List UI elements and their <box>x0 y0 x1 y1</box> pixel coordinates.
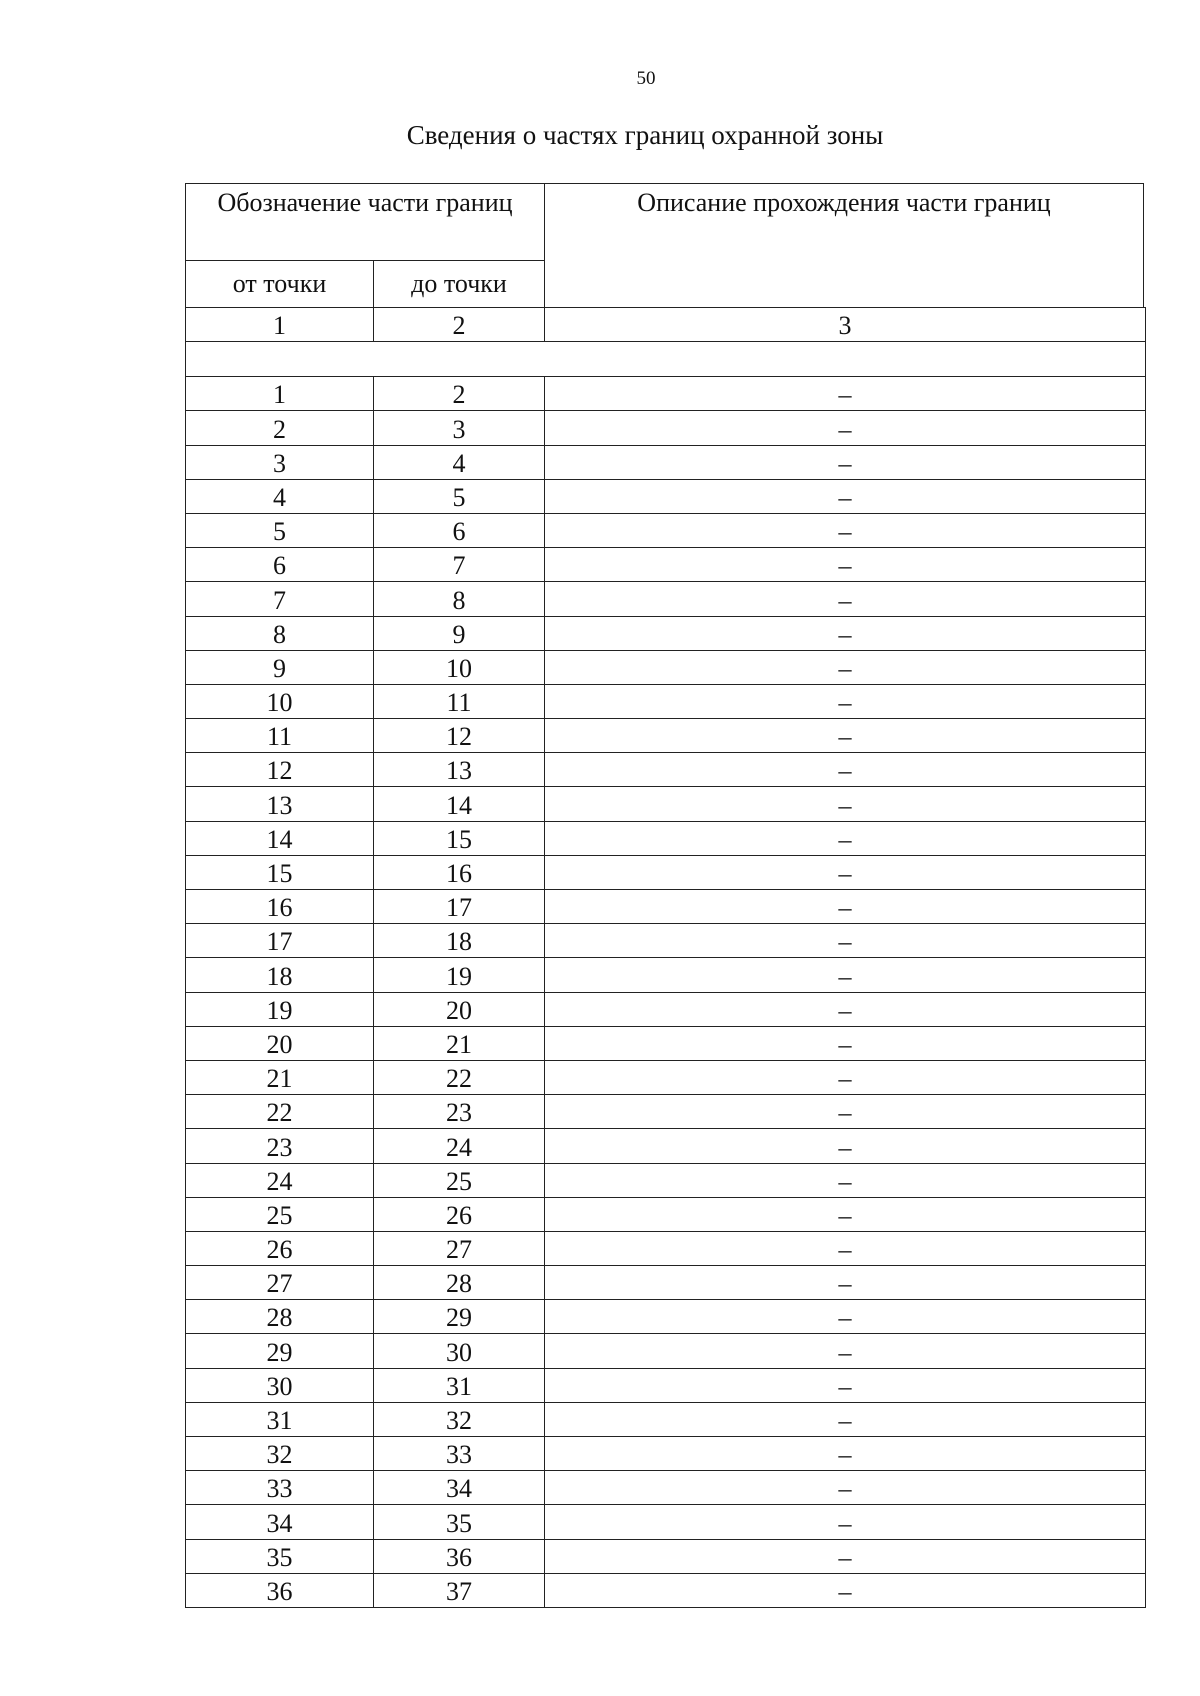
description-cell: – <box>545 1505 1146 1539</box>
from-point-cell: 8 <box>186 616 374 650</box>
description-cell: – <box>545 958 1146 992</box>
to-point-cell: 32 <box>374 1402 545 1436</box>
table-row <box>186 719 1146 753</box>
from-point-cell: 19 <box>186 992 374 1026</box>
from-point-cell: 22 <box>186 1095 374 1129</box>
to-point-cell: 15 <box>374 821 545 855</box>
designation-header: Обозначение части границ <box>186 184 545 261</box>
description-cell: – <box>545 1368 1146 1402</box>
description-cell: – <box>545 821 1146 855</box>
to-point-cell: 5 <box>374 479 545 513</box>
description-cell: – <box>545 924 1146 958</box>
table-row <box>186 1095 1146 1129</box>
description-cell: – <box>545 513 1146 547</box>
table-row <box>186 1437 1146 1471</box>
description-cell: – <box>545 377 1146 411</box>
to-point-cell: 27 <box>374 1231 545 1265</box>
to-point-cell: 20 <box>374 992 545 1026</box>
description-cell: – <box>545 1471 1146 1505</box>
from-point-cell: 17 <box>186 924 374 958</box>
to-point-cell: 35 <box>374 1505 545 1539</box>
to-point-cell: 16 <box>374 855 545 889</box>
from-point-cell: 25 <box>186 1197 374 1231</box>
description-cell: – <box>545 411 1146 445</box>
boundary-table-header <box>185 183 1144 308</box>
from-point-cell: 13 <box>186 787 374 821</box>
description-cell: – <box>545 650 1146 684</box>
from-point-cell: 5 <box>186 513 374 547</box>
description-header: Описание прохождения части границ <box>545 184 1144 308</box>
from-point-cell: 30 <box>186 1368 374 1402</box>
table-row <box>186 924 1146 958</box>
from-point-cell: 20 <box>186 1026 374 1060</box>
column-number: 2 <box>374 308 545 342</box>
from-point-cell: 33 <box>186 1471 374 1505</box>
description-cell: – <box>545 582 1146 616</box>
table-row <box>186 1368 1146 1402</box>
to-point-cell: 26 <box>374 1197 545 1231</box>
table-row <box>186 411 1146 445</box>
from-point-cell: 34 <box>186 1505 374 1539</box>
description-cell: – <box>545 1437 1146 1471</box>
description-cell: – <box>545 616 1146 650</box>
document-title: Сведения о частях границ охранной зоны <box>406 120 884 150</box>
to-point-cell: 9 <box>374 616 545 650</box>
description-cell: – <box>545 445 1146 479</box>
from-point-cell: 7 <box>186 582 374 616</box>
from-point-cell: 36 <box>186 1573 374 1607</box>
table-row <box>186 548 1146 582</box>
table-row <box>186 479 1146 513</box>
table-row <box>186 582 1146 616</box>
from-point-cell: 10 <box>186 684 374 718</box>
table-row <box>186 821 1146 855</box>
to-point-cell: 30 <box>374 1334 545 1368</box>
description-cell: – <box>545 1573 1146 1607</box>
from-point-cell: 27 <box>186 1266 374 1300</box>
description-cell: – <box>545 1163 1146 1197</box>
description-cell: – <box>545 1197 1146 1231</box>
description-cell: – <box>545 684 1146 718</box>
description-cell: – <box>545 548 1146 582</box>
table-row <box>186 1163 1146 1197</box>
to-point-cell: 21 <box>374 1026 545 1060</box>
to-point-cell: 28 <box>374 1266 545 1300</box>
to-point-cell: 25 <box>374 1163 545 1197</box>
description-cell: – <box>545 1402 1146 1436</box>
from-point-cell: 24 <box>186 1163 374 1197</box>
description-cell: – <box>545 890 1146 924</box>
from-point-cell: 15 <box>186 855 374 889</box>
table-row <box>186 377 1146 411</box>
description-cell: – <box>545 787 1146 821</box>
description-cell: – <box>545 719 1146 753</box>
to-point-cell: 33 <box>374 1437 545 1471</box>
table-row <box>186 1334 1146 1368</box>
description-cell: – <box>545 1334 1146 1368</box>
section-row <box>186 342 1146 377</box>
to-point-cell: 19 <box>374 958 545 992</box>
to-point-cell: 3 <box>374 411 545 445</box>
table-row <box>186 1129 1146 1163</box>
to-point-cell: 34 <box>374 1471 545 1505</box>
table-row <box>186 1266 1146 1300</box>
table-row <box>186 1300 1146 1334</box>
to-point-cell: 6 <box>374 513 545 547</box>
from-point-cell: 35 <box>186 1539 374 1573</box>
section-title <box>186 342 1146 377</box>
to-point-cell: 4 <box>374 445 545 479</box>
from-point-header: от точки <box>186 261 374 308</box>
to-point-cell: 22 <box>374 1060 545 1094</box>
table-row <box>186 616 1146 650</box>
table-row <box>186 992 1146 1026</box>
table-row <box>186 1539 1146 1573</box>
from-point-cell: 14 <box>186 821 374 855</box>
table-row <box>186 753 1146 787</box>
table-row <box>186 1505 1146 1539</box>
to-point-cell: 37 <box>374 1573 545 1607</box>
description-cell: – <box>545 1129 1146 1163</box>
to-point-cell: 36 <box>374 1539 545 1573</box>
description-cell: – <box>545 1539 1146 1573</box>
description-cell: – <box>545 1266 1146 1300</box>
description-cell: – <box>545 479 1146 513</box>
description-cell: – <box>545 855 1146 889</box>
to-point-cell: 24 <box>374 1129 545 1163</box>
from-point-cell: 23 <box>186 1129 374 1163</box>
from-point-cell: 28 <box>186 1300 374 1334</box>
to-point-cell: 12 <box>374 719 545 753</box>
to-point-cell: 23 <box>374 1095 545 1129</box>
to-point-header: до точки <box>374 261 545 308</box>
to-point-cell: 11 <box>374 684 545 718</box>
table-row <box>186 513 1146 547</box>
to-point-cell: 7 <box>374 548 545 582</box>
to-point-cell: 14 <box>374 787 545 821</box>
from-point-cell: 1 <box>186 377 374 411</box>
from-point-cell: 11 <box>186 719 374 753</box>
description-cell: – <box>545 992 1146 1026</box>
to-point-cell: 8 <box>374 582 545 616</box>
to-point-cell: 13 <box>374 753 545 787</box>
table-row <box>186 787 1146 821</box>
to-point-cell: 29 <box>374 1300 545 1334</box>
table-row <box>186 1060 1146 1094</box>
from-point-cell: 12 <box>186 753 374 787</box>
table-row <box>186 958 1146 992</box>
table-row <box>186 650 1146 684</box>
description-cell: – <box>545 1300 1146 1334</box>
to-point-cell: 18 <box>374 924 545 958</box>
to-point-cell: 2 <box>374 377 545 411</box>
description-cell: – <box>545 1026 1146 1060</box>
column-number: 3 <box>545 308 1146 342</box>
table-row <box>186 1197 1146 1231</box>
from-point-cell: 21 <box>186 1060 374 1094</box>
column-number: 1 <box>186 308 374 342</box>
to-point-cell: 31 <box>374 1368 545 1402</box>
page-number: 50 <box>636 68 656 89</box>
from-point-cell: 4 <box>186 479 374 513</box>
table-row <box>186 1402 1146 1436</box>
from-point-cell: 16 <box>186 890 374 924</box>
description-cell: – <box>545 1231 1146 1265</box>
column-number-row <box>186 308 1146 342</box>
table-row <box>186 1471 1146 1505</box>
to-point-cell: 10 <box>374 650 545 684</box>
from-point-cell: 2 <box>186 411 374 445</box>
from-point-cell: 18 <box>186 958 374 992</box>
description-cell: – <box>545 1060 1146 1094</box>
from-point-cell: 29 <box>186 1334 374 1368</box>
from-point-cell: 3 <box>186 445 374 479</box>
table-row <box>186 855 1146 889</box>
table-row <box>186 890 1146 924</box>
to-point-cell: 17 <box>374 890 545 924</box>
description-cell: – <box>545 753 1146 787</box>
from-point-cell: 6 <box>186 548 374 582</box>
table-row <box>186 1026 1146 1060</box>
from-point-cell: 31 <box>186 1402 374 1436</box>
from-point-cell: 26 <box>186 1231 374 1265</box>
boundary-table <box>185 307 1146 1608</box>
from-point-cell: 32 <box>186 1437 374 1471</box>
description-cell: – <box>545 1095 1146 1129</box>
table-row <box>186 1231 1146 1265</box>
from-point-cell: 9 <box>186 650 374 684</box>
table-row <box>186 445 1146 479</box>
table-row <box>186 1573 1146 1607</box>
table-row <box>186 684 1146 718</box>
